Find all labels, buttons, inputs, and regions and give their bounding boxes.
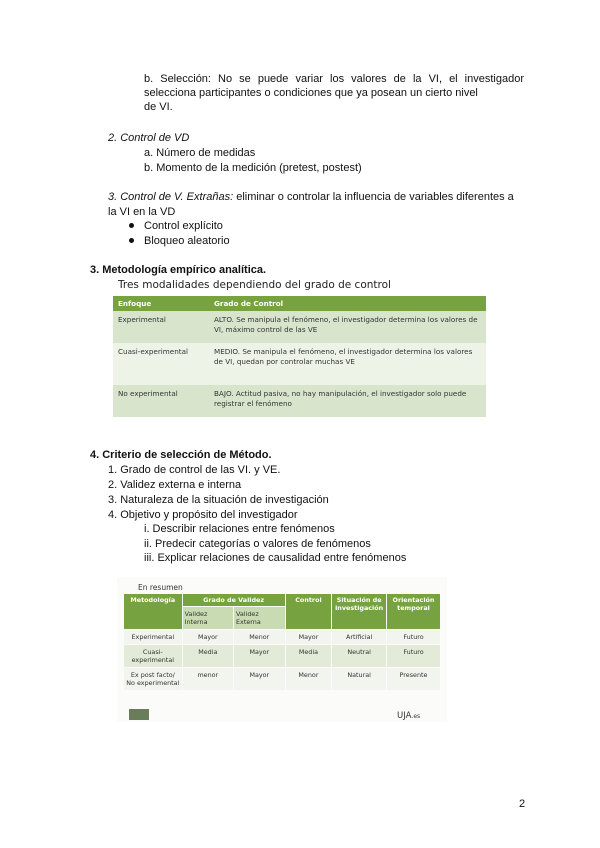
control-ve-line-2: la VI en la VD (108, 206, 176, 218)
table-cell: Neutral (332, 645, 386, 667)
uja-logo-suffix: .es (411, 713, 421, 720)
seleccion-paragraph (144, 72, 524, 114)
objetivo-subitem: i. Describir relaciones entre fenómenos (144, 523, 335, 535)
control-ve-paragraph (108, 190, 528, 204)
uja-logo (397, 711, 420, 721)
table-row (113, 343, 486, 385)
table-row (124, 630, 440, 644)
seleccion-line-3: de VI. (144, 101, 173, 113)
criterio-item: 3. Naturaleza de la situación de investigación (108, 494, 329, 506)
section-4-heading: 4. Criterio de selección de Método. (90, 449, 272, 461)
criterio-item: 2. Validez externa e interna (108, 479, 242, 491)
table-cell: Experimental (124, 630, 182, 644)
table-row (124, 668, 440, 690)
table-cell: Presente (387, 668, 440, 690)
table-cell: Natural (332, 668, 386, 690)
uja-logo-text: UJA (397, 711, 412, 721)
table-cell: Menor (286, 668, 332, 690)
control-vd-item-b: b. Momento de la medición (pretest, postest) (144, 162, 362, 174)
table-cell: Mayor (234, 668, 285, 690)
control-ve-item: Control explícito (144, 220, 223, 232)
resumen-header-control: Control (286, 594, 332, 629)
faculty-logo-icon (129, 709, 149, 720)
resumen-header-validez: Grado de Validez (183, 594, 285, 606)
table-row (124, 645, 440, 667)
table-cell: MEDIO. Se manipula el fenómeno, el investigador determina los valores de VI, quedan por controlar muchas VE (209, 343, 486, 385)
criterio-item: 4. Objetivo y propósito del investigador (108, 509, 298, 521)
table-cell: Media (183, 645, 233, 667)
table-cell: ALTO. Se manipula el fenómeno, el investigador determina los valores de VI, máximo control de las VE (209, 311, 486, 343)
resumen-caption: En resumen (138, 583, 183, 592)
bullet-icon (129, 238, 134, 243)
table-header-enfoque: Enfoque (113, 296, 209, 311)
page-number: 2 (519, 798, 526, 810)
table-cell: Cuasi-experimental (124, 645, 182, 667)
control-table (113, 296, 486, 417)
table-cell: menor (183, 668, 233, 690)
table-row (113, 385, 486, 417)
resumen-header-situacion: Situación de investigación (332, 594, 386, 629)
control-vd-title: 2. Control de VD (108, 132, 190, 144)
table-cell: Media (286, 645, 332, 667)
table-cell: Menor (234, 630, 285, 644)
section-3-subtitle: Tres modalidades dependiendo del grado de control (118, 279, 391, 291)
table-header-grado: Grado de Control (209, 296, 486, 311)
resumen-header-orientacion: Orientación temporal (387, 594, 440, 629)
table-cell: BAJO. Actitud pasiva, no hay manipulación, el investigador solo puede registrar el fenómeno (209, 385, 486, 417)
control-ve-text: eliminar o controlar la influencia de variables diferentes a (233, 191, 514, 203)
table-cell: Cuasi-experimental (113, 343, 209, 385)
seleccion-line-2: selecciona participantes o condiciones que ya posean un cierto nivel (144, 87, 478, 99)
resumen-table (123, 593, 441, 691)
section-3-heading: 3. Metodología empírico analítica. (90, 264, 267, 276)
table-cell: Ex post facto/ No experimental (124, 668, 182, 690)
criterio-item: 1. Grado de control de las VI. y VE. (108, 464, 281, 476)
bullet-icon (129, 223, 134, 228)
table-cell: No experimental (113, 385, 209, 417)
table-cell: Mayor (183, 630, 233, 644)
resumen-header-externa: Validez Externa (234, 607, 285, 629)
table-cell: Experimental (113, 311, 209, 343)
objetivo-subitem: ii. Predecir categorías o valores de fenómenos (144, 538, 371, 550)
control-vd-item-a: a. Número de medidas (144, 147, 256, 159)
resumen-header-metodologia: Metodología (124, 594, 182, 629)
objetivo-subitem: iii. Explicar relaciones de causalidad entre fenómenos (144, 552, 407, 564)
control-ve-item: Bloqueo aleatorio (144, 235, 230, 247)
table-cell: Futuro (387, 645, 440, 667)
table-cell: Mayor (286, 630, 332, 644)
table-row (113, 311, 486, 343)
table-cell: Futuro (387, 630, 440, 644)
table-cell: Artificial (332, 630, 386, 644)
resumen-header-interna: Validez Interna (183, 607, 233, 629)
control-ve-title: 3. Control de V. Extrañas: (108, 191, 234, 203)
table-cell: Mayor (234, 645, 285, 667)
seleccion-line-1: b. Selección: No se puede variar los valores de la VI, el investigador (144, 73, 524, 85)
